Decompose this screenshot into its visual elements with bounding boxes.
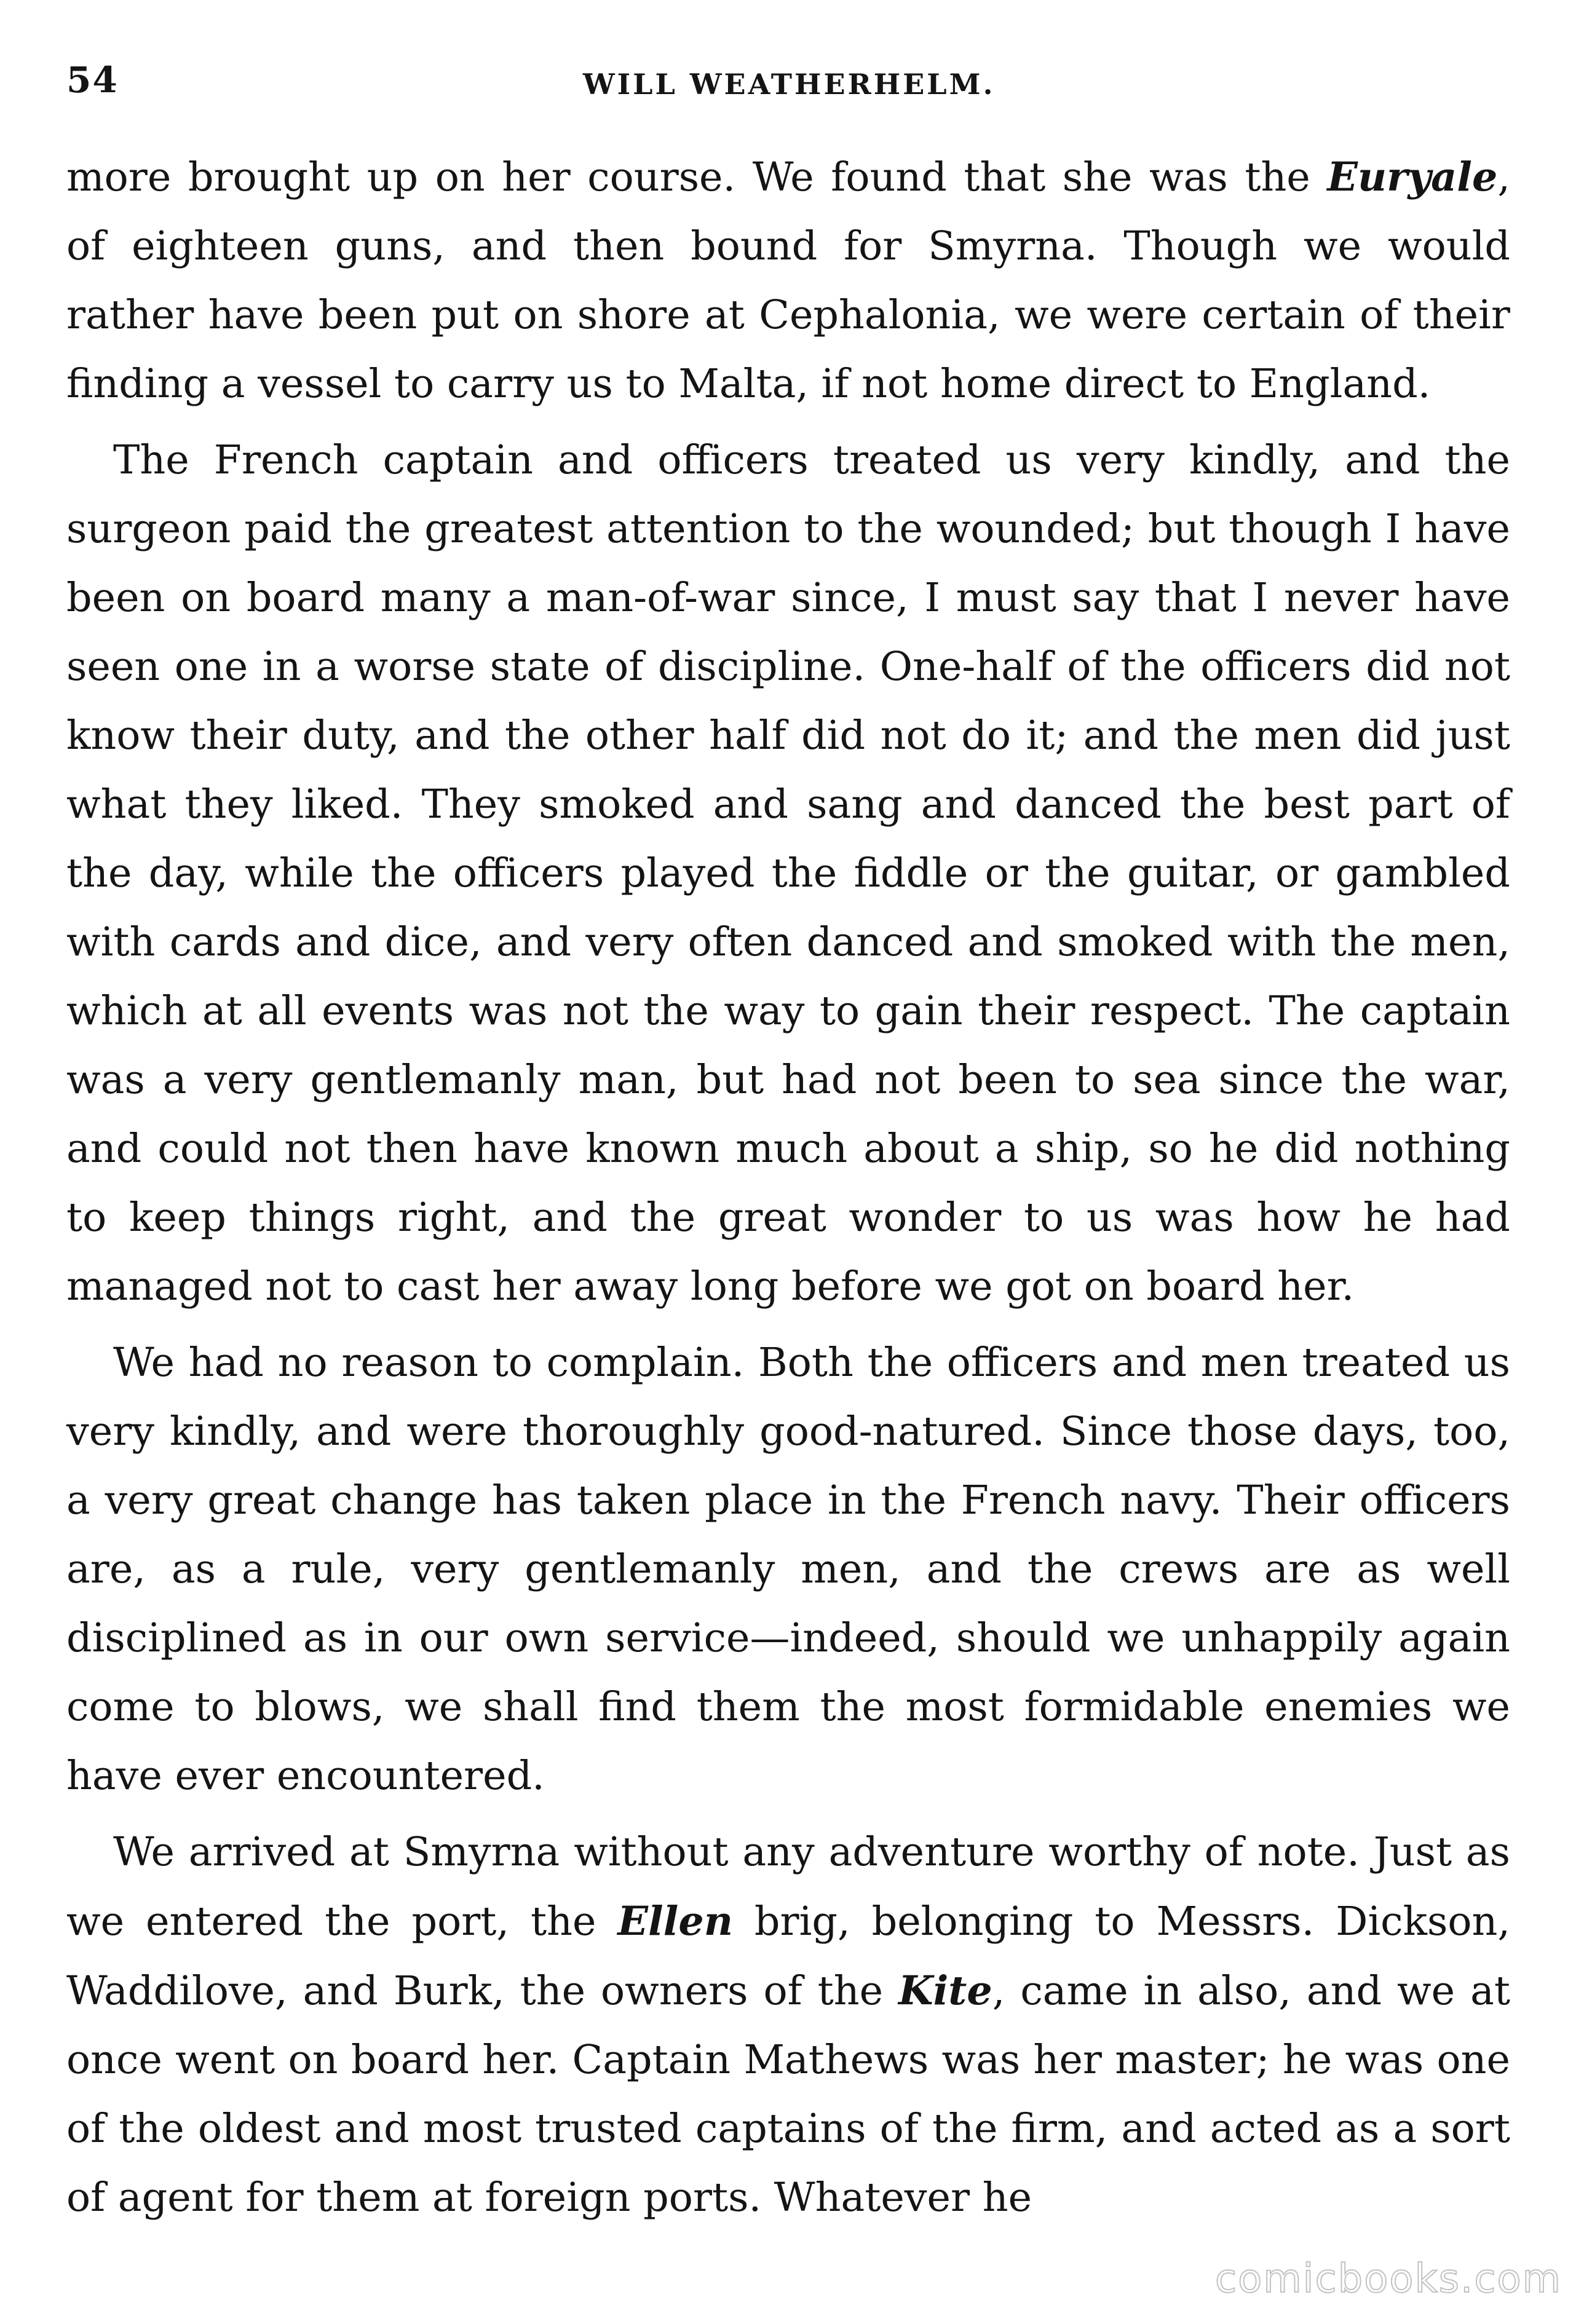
- ship-name: Ellen: [617, 1898, 733, 1945]
- text-segment: brig, belonging to Messrs. Dickson, Waddilove, and Burk, the owners of the: [66, 1899, 1510, 2014]
- ship-name: Euryale: [1327, 154, 1498, 200]
- paragraph: [66, 1329, 1510, 1811]
- text-segment: , came in also, and we at once went on board her. Captain Mathews was her master; he was one of the oldest and most trusted captains of the firm, and acted as a sort of agent for them at foreign ports. Whatever he: [66, 1968, 1510, 2221]
- text-segment: The French captain and officers treated us very kindly, and the surgeon paid the greatest attention to the wounded; but though I have been on board many a man-of-war since, I must say that I never have seen one in a worse state of discipline. One-half of the officers did not know their duty, and the other half did not do it; and the men did just what they liked. They smoked and sang and danced the best part of the day, while the officers played the fiddle or the guitar, or gambled with cards and dice, and very often danced and smoked with the men, which at all events was not the way to gain their respect. The captain was a very gentlemanly man, but had not been to sea since the war, and could not then have known much about a ship, so he did nothing to keep things right, and the great wonder to us was how he had managed not to cast her away long before we got on board her.: [66, 437, 1510, 1310]
- watermark: comicbooks.com: [1214, 2256, 1562, 2302]
- text-segment: We arrived at Smyrna without any adventure worthy of note. Just as we entered the port, the: [66, 1829, 1510, 1945]
- page-header: [66, 59, 1510, 108]
- paragraph: [66, 426, 1510, 1321]
- text-segment: We had no reason to complain. Both the officers and men treated us very kindly, and were thoroughly good-natured. Since those days, too, a very great change has taken place in the French navy. Their officers are, as a rule, very gentlemanly men, and the crews are as well disciplined as in our own service—indeed, should we unhappily again come to blows, we shall find them the most formidable enemies we have ever encountered.: [66, 1340, 1510, 1799]
- page-number: 54: [66, 59, 119, 101]
- text-segment: , of eighteen guns, and then bound for Smyrna. Though we would rather have been put on shore at Cephalonia, we were certain of their finding a vessel to carry us to Malta, if not home direct to England.: [66, 154, 1510, 407]
- text-segment: more brought up on her course. We found that she was the: [66, 154, 1328, 200]
- running-title: WILL WEATHERHELM.: [583, 68, 996, 101]
- body-text: [66, 143, 1510, 2240]
- ship-name: Kite: [898, 1967, 992, 2014]
- paragraph: [66, 1818, 1510, 2232]
- paragraph: [66, 143, 1510, 419]
